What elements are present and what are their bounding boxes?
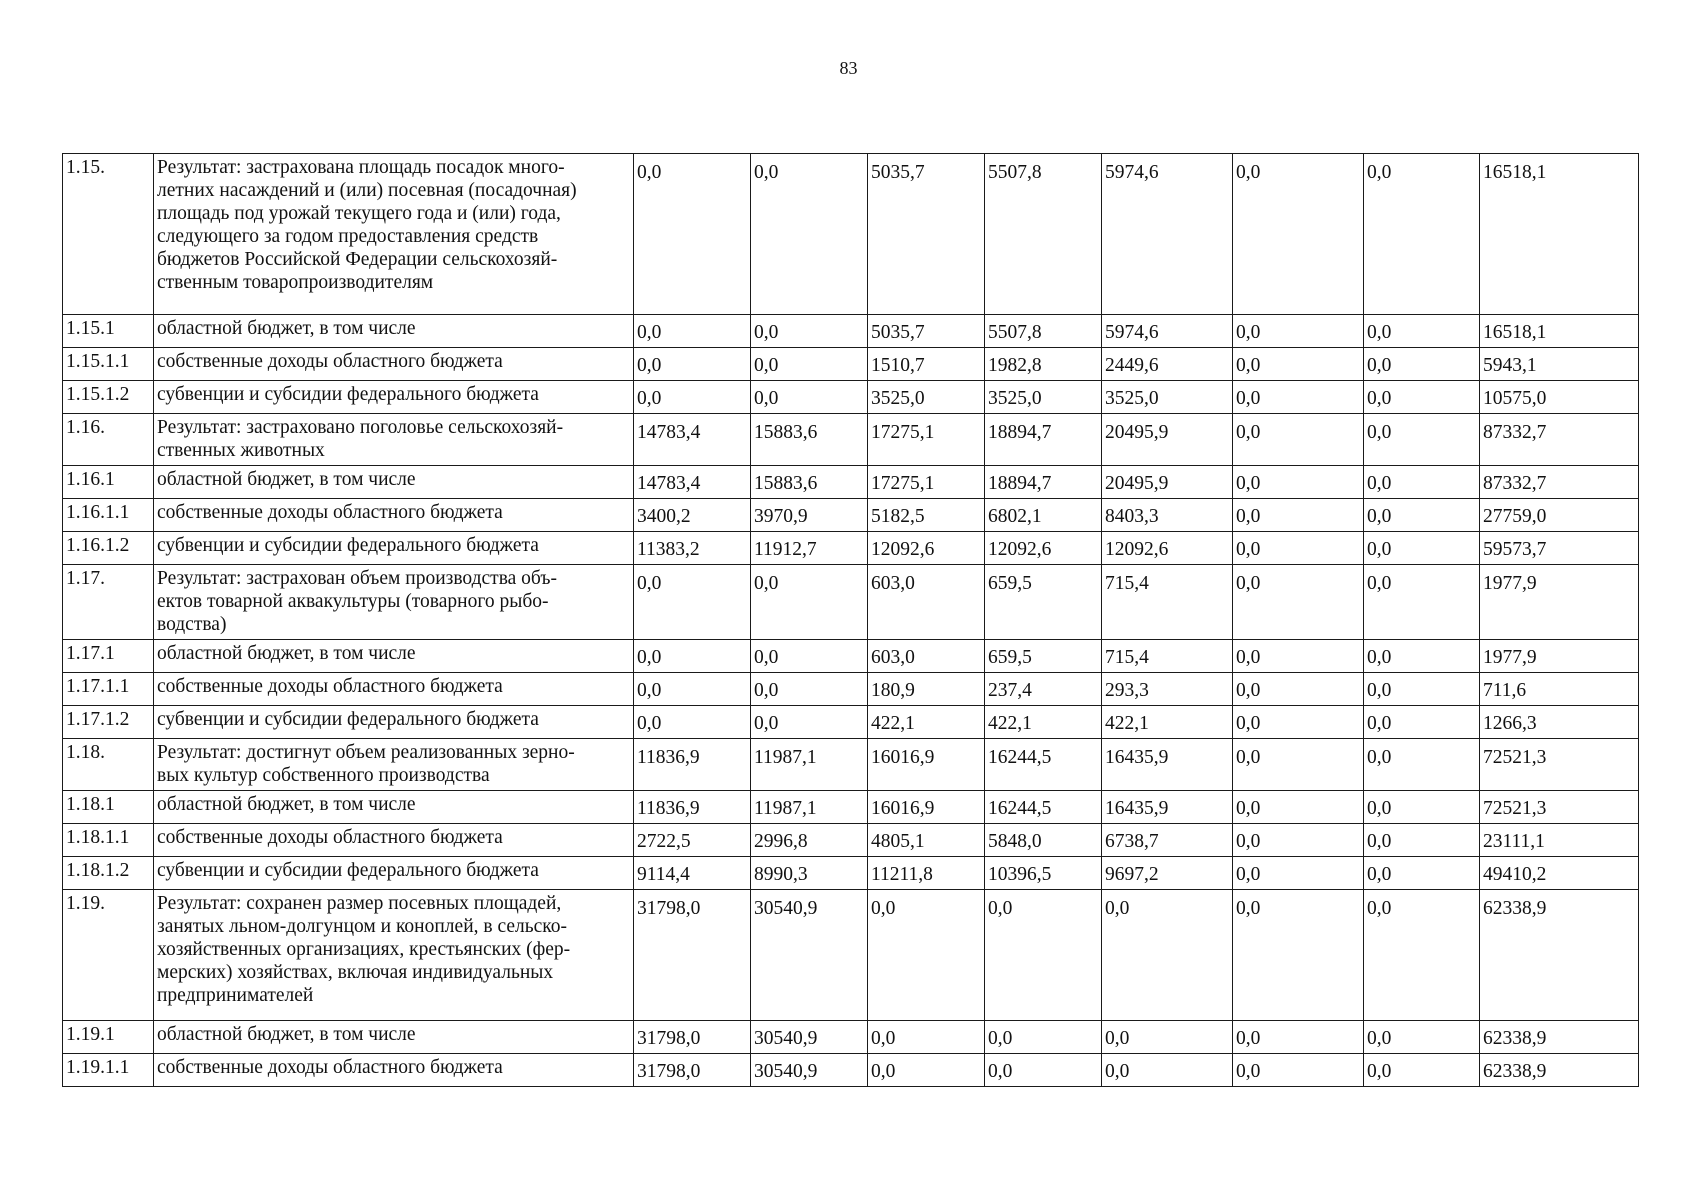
value-cell: 0,0 <box>751 640 868 673</box>
value-cell: 715,4 <box>1102 640 1233 673</box>
row-code: 1.16. <box>63 414 154 466</box>
page-number: 83 <box>839 58 858 78</box>
value-cell: 0,0 <box>1233 315 1364 348</box>
table-row <box>63 739 1639 791</box>
value-cell: 1982,8 <box>985 348 1102 381</box>
value-cell: 659,5 <box>985 640 1102 673</box>
value-cell: 10575,0 <box>1480 381 1639 414</box>
row-code: 1.19. <box>63 890 154 1021</box>
value-cell: 16435,9 <box>1102 791 1233 824</box>
value-cell: 0,0 <box>1233 640 1364 673</box>
value-cell: 11987,1 <box>751 739 868 791</box>
value-cell: 0,0 <box>1233 1054 1364 1087</box>
value-cell: 0,0 <box>751 315 868 348</box>
value-cell: 11211,8 <box>868 857 985 890</box>
value-cell: 422,1 <box>868 706 985 739</box>
value-cell: 0,0 <box>1233 381 1364 414</box>
table-row <box>63 154 1639 315</box>
value-cell: 0,0 <box>1233 1021 1364 1054</box>
table-row <box>63 890 1639 1021</box>
value-cell: 0,0 <box>634 640 751 673</box>
row-code: 1.16.1.2 <box>63 532 154 565</box>
value-cell: 0,0 <box>868 1021 985 1054</box>
table-row <box>63 1021 1639 1054</box>
value-cell: 603,0 <box>868 640 985 673</box>
row-code: 1.17.1 <box>63 640 154 673</box>
value-cell: 0,0 <box>1364 673 1480 706</box>
value-cell: 0,0 <box>634 154 751 315</box>
value-cell: 715,4 <box>1102 565 1233 640</box>
row-description: собственные доходы областного бюджета <box>154 1054 634 1087</box>
value-cell: 31798,0 <box>634 1054 751 1087</box>
value-cell: 0,0 <box>634 348 751 381</box>
table-row <box>63 499 1639 532</box>
value-cell: 62338,9 <box>1480 890 1639 1021</box>
value-cell: 0,0 <box>1364 824 1480 857</box>
value-cell: 0,0 <box>634 315 751 348</box>
row-code: 1.18.1.1 <box>63 824 154 857</box>
value-cell: 16016,9 <box>868 739 985 791</box>
value-cell: 3400,2 <box>634 499 751 532</box>
row-description: областной бюджет, в том числе <box>154 791 634 824</box>
row-description: субвенции и субсидии федерального бюджета <box>154 857 634 890</box>
value-cell: 0,0 <box>634 706 751 739</box>
row-code: 1.19.1 <box>63 1021 154 1054</box>
value-cell: 1510,7 <box>868 348 985 381</box>
row-code: 1.16.1 <box>63 466 154 499</box>
value-cell: 3525,0 <box>985 381 1102 414</box>
row-code: 1.15.1.2 <box>63 381 154 414</box>
value-cell: 422,1 <box>1102 706 1233 739</box>
value-cell: 15883,6 <box>751 466 868 499</box>
value-cell: 711,6 <box>1480 673 1639 706</box>
row-code: 1.17.1.1 <box>63 673 154 706</box>
value-cell: 16518,1 <box>1480 315 1639 348</box>
value-cell: 20495,9 <box>1102 466 1233 499</box>
value-cell: 0,0 <box>1233 824 1364 857</box>
value-cell: 20495,9 <box>1102 414 1233 466</box>
table-row <box>63 1054 1639 1087</box>
value-cell: 17275,1 <box>868 466 985 499</box>
value-cell: 5507,8 <box>985 315 1102 348</box>
value-cell: 0,0 <box>634 381 751 414</box>
table-row <box>63 857 1639 890</box>
value-cell: 11987,1 <box>751 791 868 824</box>
row-code: 1.17. <box>63 565 154 640</box>
value-cell: 0,0 <box>1364 1054 1480 1087</box>
row-code: 1.16.1.1 <box>63 499 154 532</box>
value-cell: 5848,0 <box>985 824 1102 857</box>
value-cell: 0,0 <box>1233 154 1364 315</box>
value-cell: 11912,7 <box>751 532 868 565</box>
value-cell: 12092,6 <box>868 532 985 565</box>
value-cell: 0,0 <box>1364 499 1480 532</box>
value-cell: 659,5 <box>985 565 1102 640</box>
value-cell: 3525,0 <box>868 381 985 414</box>
value-cell: 17275,1 <box>868 414 985 466</box>
row-description: Результат: сохранен размер посевных площадей, занятых льном-долгунцом и коноплей, в сельско- хозяйственных организациях, крестьянских (фер- мерских) хозяйствах, включая индивидуальных предпринимателей <box>154 890 634 1021</box>
value-cell: 2449,6 <box>1102 348 1233 381</box>
value-cell: 0,0 <box>1364 315 1480 348</box>
value-cell: 0,0 <box>868 890 985 1021</box>
value-cell: 14783,4 <box>634 414 751 466</box>
row-code: 1.15.1 <box>63 315 154 348</box>
value-cell: 180,9 <box>868 673 985 706</box>
value-cell: 237,4 <box>985 673 1102 706</box>
row-code: 1.19.1.1 <box>63 1054 154 1087</box>
value-cell: 0,0 <box>1364 348 1480 381</box>
row-description: областной бюджет, в том числе <box>154 315 634 348</box>
value-cell: 5182,5 <box>868 499 985 532</box>
value-cell: 0,0 <box>1102 1021 1233 1054</box>
value-cell: 16435,9 <box>1102 739 1233 791</box>
value-cell: 603,0 <box>868 565 985 640</box>
table-row <box>63 381 1639 414</box>
value-cell: 0,0 <box>1364 706 1480 739</box>
table-row <box>63 706 1639 739</box>
value-cell: 5507,8 <box>985 154 1102 315</box>
value-cell: 9697,2 <box>1102 857 1233 890</box>
value-cell: 422,1 <box>985 706 1102 739</box>
value-cell: 0,0 <box>1364 414 1480 466</box>
row-code: 1.15. <box>63 154 154 315</box>
value-cell: 30540,9 <box>751 1021 868 1054</box>
value-cell: 62338,9 <box>1480 1021 1639 1054</box>
value-cell: 72521,3 <box>1480 791 1639 824</box>
value-cell: 59573,7 <box>1480 532 1639 565</box>
value-cell: 0,0 <box>1364 532 1480 565</box>
row-description: Результат: достигнут объем реализованных зерно- вых культур собственного производства <box>154 739 634 791</box>
value-cell: 87332,7 <box>1480 414 1639 466</box>
value-cell: 6738,7 <box>1102 824 1233 857</box>
value-cell: 16244,5 <box>985 739 1102 791</box>
value-cell: 0,0 <box>1364 154 1480 315</box>
value-cell: 0,0 <box>985 890 1102 1021</box>
value-cell: 1266,3 <box>1480 706 1639 739</box>
value-cell: 0,0 <box>1233 739 1364 791</box>
value-cell: 0,0 <box>1364 1021 1480 1054</box>
value-cell: 0,0 <box>985 1054 1102 1087</box>
value-cell: 72521,3 <box>1480 739 1639 791</box>
value-cell: 5974,6 <box>1102 315 1233 348</box>
value-cell: 62338,9 <box>1480 1054 1639 1087</box>
row-description: областной бюджет, в том числе <box>154 466 634 499</box>
value-cell: 2996,8 <box>751 824 868 857</box>
value-cell: 3525,0 <box>1102 381 1233 414</box>
value-cell: 0,0 <box>1233 673 1364 706</box>
value-cell: 0,0 <box>1364 466 1480 499</box>
table-row <box>63 791 1639 824</box>
value-cell: 3970,9 <box>751 499 868 532</box>
value-cell: 0,0 <box>1233 466 1364 499</box>
row-description: Результат: застрахован объем производства объ- ектов товарной аквакультуры (товарного рыбо- водства) <box>154 565 634 640</box>
value-cell: 5035,7 <box>868 154 985 315</box>
value-cell: 16016,9 <box>868 791 985 824</box>
row-code: 1.18.1 <box>63 791 154 824</box>
table-body <box>63 154 1639 1087</box>
value-cell: 5035,7 <box>868 315 985 348</box>
value-cell: 0,0 <box>1364 791 1480 824</box>
value-cell: 23111,1 <box>1480 824 1639 857</box>
value-cell: 0,0 <box>751 348 868 381</box>
value-cell: 0,0 <box>1233 706 1364 739</box>
row-description: субвенции и субсидии федерального бюджета <box>154 532 634 565</box>
value-cell: 0,0 <box>868 1054 985 1087</box>
value-cell: 87332,7 <box>1480 466 1639 499</box>
value-cell: 293,3 <box>1102 673 1233 706</box>
value-cell: 10396,5 <box>985 857 1102 890</box>
value-cell: 0,0 <box>1233 532 1364 565</box>
value-cell: 14783,4 <box>634 466 751 499</box>
table-row <box>63 466 1639 499</box>
table-row <box>63 414 1639 466</box>
row-description: собственные доходы областного бюджета <box>154 499 634 532</box>
value-cell: 0,0 <box>1233 499 1364 532</box>
value-cell: 15883,6 <box>751 414 868 466</box>
value-cell: 8403,3 <box>1102 499 1233 532</box>
value-cell: 5943,1 <box>1480 348 1639 381</box>
value-cell: 0,0 <box>751 706 868 739</box>
value-cell: 12092,6 <box>1102 532 1233 565</box>
value-cell: 2722,5 <box>634 824 751 857</box>
value-cell: 11836,9 <box>634 791 751 824</box>
value-cell: 0,0 <box>1233 414 1364 466</box>
table-row <box>63 348 1639 381</box>
value-cell: 9114,4 <box>634 857 751 890</box>
row-description: областной бюджет, в том числе <box>154 1021 634 1054</box>
value-cell: 16244,5 <box>985 791 1102 824</box>
value-cell: 30540,9 <box>751 1054 868 1087</box>
row-code: 1.17.1.2 <box>63 706 154 739</box>
row-description: областной бюджет, в том числе <box>154 640 634 673</box>
value-cell: 0,0 <box>751 673 868 706</box>
value-cell: 0,0 <box>1233 565 1364 640</box>
value-cell: 0,0 <box>751 381 868 414</box>
table-row <box>63 824 1639 857</box>
row-code: 1.18.1.2 <box>63 857 154 890</box>
value-cell: 0,0 <box>1364 739 1480 791</box>
row-code: 1.15.1.1 <box>63 348 154 381</box>
value-cell: 27759,0 <box>1480 499 1639 532</box>
value-cell: 0,0 <box>751 154 868 315</box>
value-cell: 30540,9 <box>751 890 868 1021</box>
value-cell: 11836,9 <box>634 739 751 791</box>
value-cell: 5974,6 <box>1102 154 1233 315</box>
value-cell: 31798,0 <box>634 1021 751 1054</box>
value-cell: 0,0 <box>1364 565 1480 640</box>
value-cell: 18894,7 <box>985 466 1102 499</box>
value-cell: 0,0 <box>634 673 751 706</box>
budget-table <box>62 153 1639 1087</box>
value-cell: 0,0 <box>1102 1054 1233 1087</box>
value-cell: 0,0 <box>1364 640 1480 673</box>
table-row <box>63 565 1639 640</box>
row-description: субвенции и субсидии федерального бюджета <box>154 706 634 739</box>
value-cell: 1977,9 <box>1480 565 1639 640</box>
row-description: Результат: застрахована площадь посадок много- летних насаждений и (или) посевная (посадочная) площадь под урожай текущего года и (или) года, следующего за годом предоставления средств бюджетов Российской Федерации сельскохозяй- ственным товаропроизводителям <box>154 154 634 315</box>
value-cell: 0,0 <box>1233 791 1364 824</box>
value-cell: 1977,9 <box>1480 640 1639 673</box>
value-cell: 0,0 <box>1364 857 1480 890</box>
row-description: субвенции и субсидии федерального бюджета <box>154 381 634 414</box>
value-cell: 0,0 <box>1102 890 1233 1021</box>
value-cell: 31798,0 <box>634 890 751 1021</box>
row-description: собственные доходы областного бюджета <box>154 348 634 381</box>
value-cell: 16518,1 <box>1480 154 1639 315</box>
value-cell: 11383,2 <box>634 532 751 565</box>
row-description: собственные доходы областного бюджета <box>154 673 634 706</box>
row-code: 1.18. <box>63 739 154 791</box>
value-cell: 8990,3 <box>751 857 868 890</box>
value-cell: 49410,2 <box>1480 857 1639 890</box>
value-cell: 12092,6 <box>985 532 1102 565</box>
value-cell: 0,0 <box>751 565 868 640</box>
row-description: Результат: застраховано поголовье сельскохозяй- ственных животных <box>154 414 634 466</box>
table-row <box>63 532 1639 565</box>
value-cell: 0,0 <box>634 565 751 640</box>
value-cell: 0,0 <box>1364 381 1480 414</box>
row-description: собственные доходы областного бюджета <box>154 824 634 857</box>
value-cell: 0,0 <box>1233 890 1364 1021</box>
table-row <box>63 673 1639 706</box>
table-row <box>63 640 1639 673</box>
value-cell: 6802,1 <box>985 499 1102 532</box>
value-cell: 0,0 <box>1364 890 1480 1021</box>
table-row <box>63 315 1639 348</box>
value-cell: 0,0 <box>985 1021 1102 1054</box>
value-cell: 0,0 <box>1233 857 1364 890</box>
value-cell: 4805,1 <box>868 824 985 857</box>
value-cell: 0,0 <box>1233 348 1364 381</box>
value-cell: 18894,7 <box>985 414 1102 466</box>
